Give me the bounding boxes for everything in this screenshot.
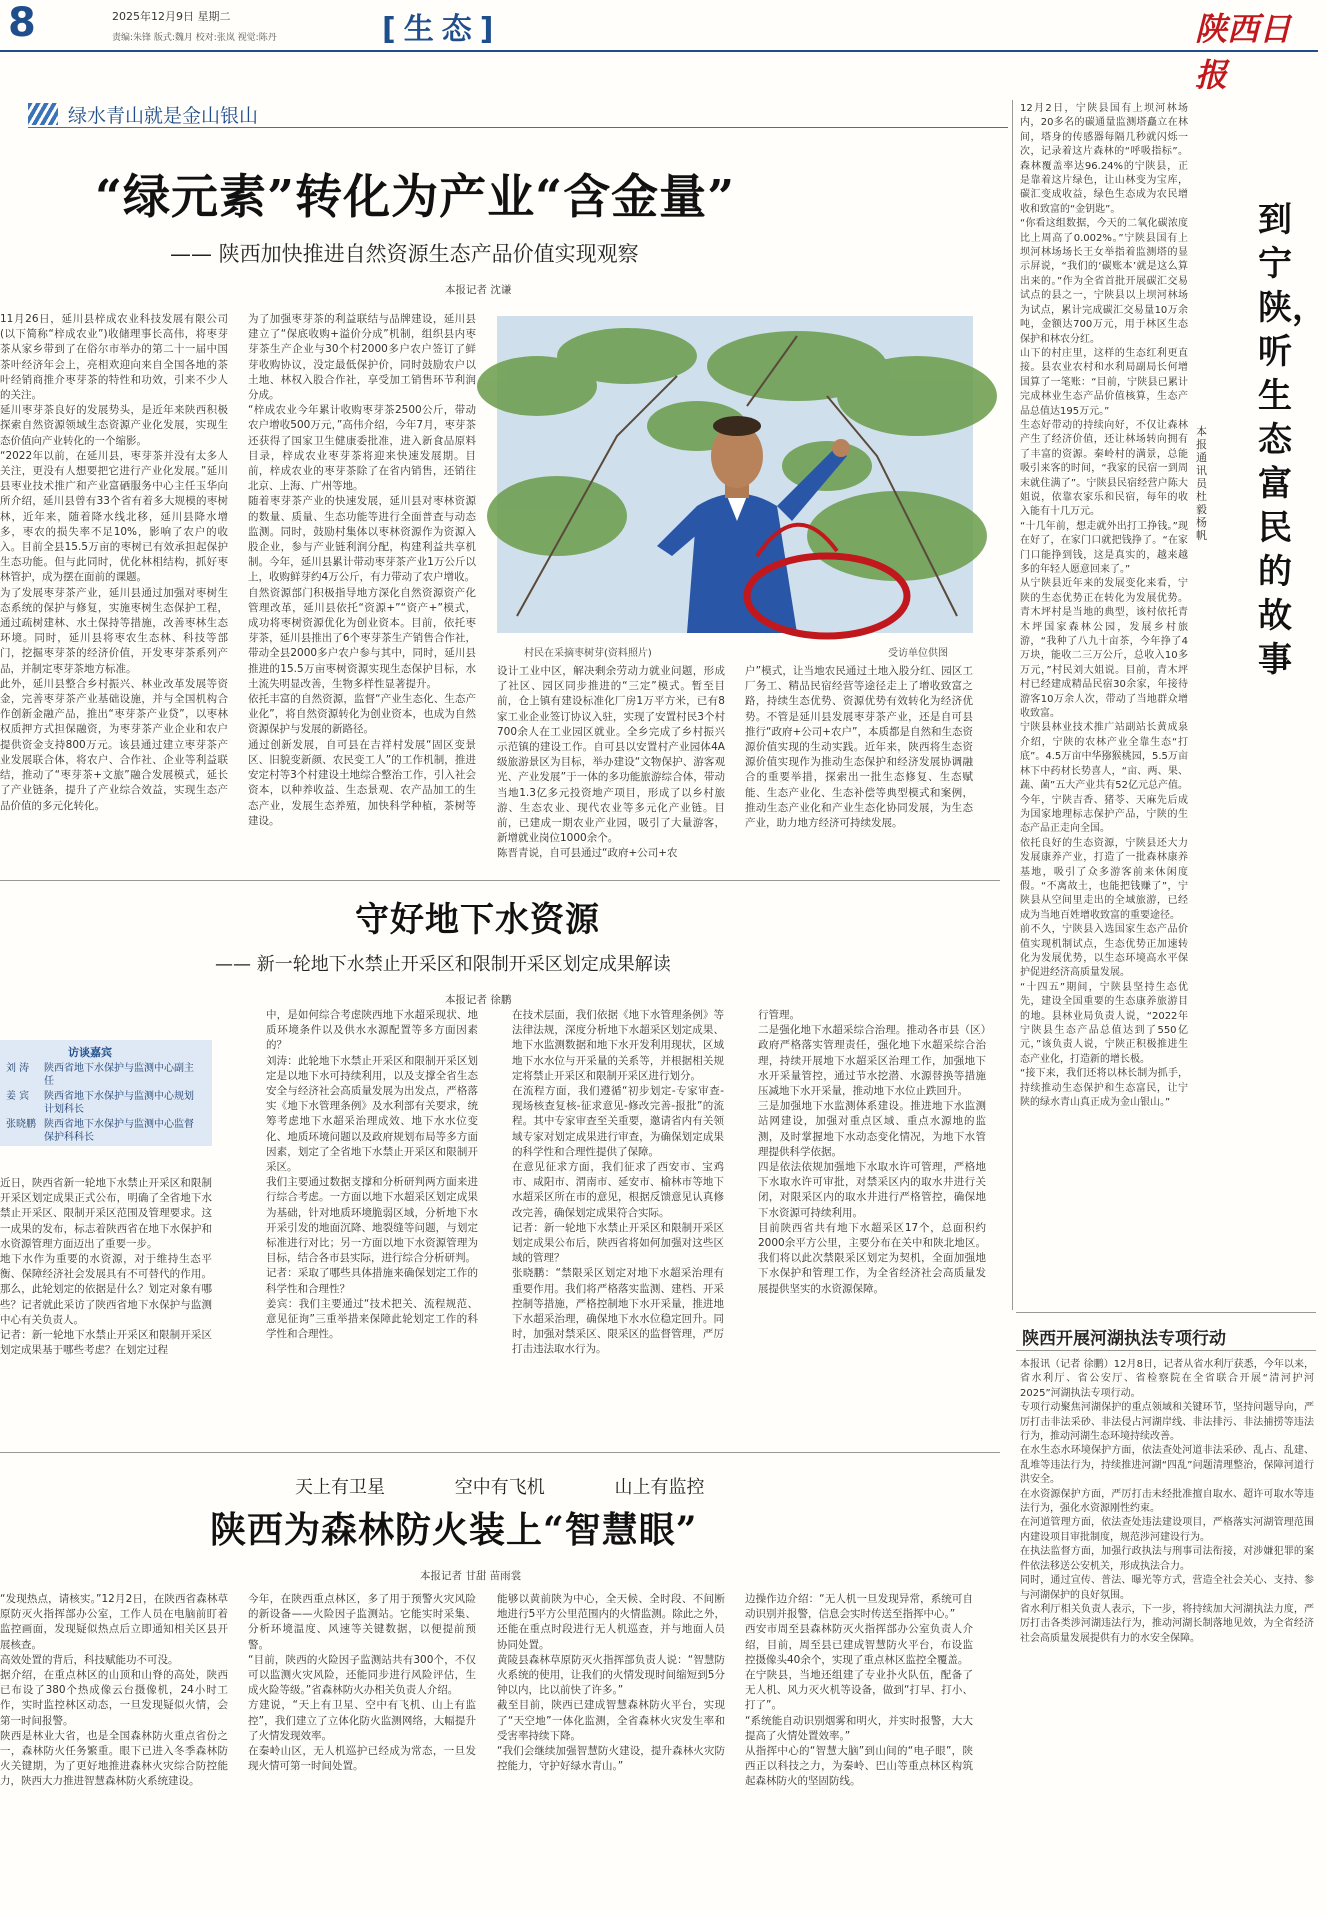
- sidebar-divider: [1012, 100, 1013, 1310]
- article2-title: 守好地下水资源: [355, 900, 600, 940]
- article3-col4: 边操作边介绍：“无人机一旦发现异常，系统可自动识别并报警，信息会实时传送至指挥中心。” 西安市周至县森林防灭火指挥部办公室负责人介绍，目前，周至县已建成智慧防火平台，布设监控摄像头40余个，实现了重点林区监控全覆盖。 在宁陕县，当地还组建了专业扑火队伍，配备了无人机、风力灭火机等设备，做到“打早、打小、打了”。 “系统能自动识别烟雾和明火，并实时报警，大大提高了火情处置效率。” 从指挥中心的“智慧大脑”到山间的“电子眼”，陕西正以科技之力，为秦岭、巴山等重点林区构筑起森林防火的坚固防线。: [745, 1593, 973, 1788]
- slogan-part: 山上有监控: [614, 1477, 705, 1498]
- article3-title: 陕西为森林防火装上“智慧眼”: [210, 1509, 698, 1551]
- article2-col4: 行管理。 二是强化地下水超采综合治理。推动各市县（区）政府严格落实管理责任，强化地下水超采综合治理，持续开展地下水超采区治理工作，加强地下水开采量管控，通过节水挖潜、水源替换等措施压减地下水开采量，推动地下水位止跌回升。 三是加强地下水监测体系建设。推进地下水监测站网建设，加强对重点区域、重点水源地的监测，及时掌握地下水动态变化情况，为地下水管理提供科学依据。 四是依法依规加强地下水取水许可管理，严格地下水取水许可审批，对禁采区内的取水井进行关闭，对限采区内的取水井进行严格管控，确保地下水资源可持续利用。 目前陕西省共有地下水超采区17个，总面积约2000余平方公里，主要分布在关中和陕北地区。我们将以此次禁限采区划定为契机，全面加强地下水保护和管理工作，为全省经济社会高质量发展提供坚实的水资源保障。: [758, 1009, 986, 1295]
- sidebar-author: 本报通讯员 杜毅 杨帆: [1196, 425, 1207, 542]
- article1-col2: 为了加强枣芽茶的利益联结与品牌建设，延川县建立了“保底收购+溢价分成”机制，组织县内枣芽茶生产企业与30个村2000多户农户签订了鲜芽收购协议，没定最低保护价，同时鼓励农户以土地、林权入股合作社，享受加工销售环节利润分成。 “梓成农业今年累计收购枣芽茶2500公斤，带动农户增收500万元，”高伟介绍，今年7月，枣芽茶还获得了国家卫生健康委批准，进入新食品原料目录，梓成农业枣芽茶将迎来快速发展期。目前，梓成农业的枣芽茶除了在省内销售，还销往北京、上海、广州等地。 随着枣芽茶产业的快速发展，延川县对枣林资源的数量、质量、生态功能等进行全面普查与动态监测。同时，鼓励村集体以枣林资源作为资源入股企业，参与产业链利润分配，构建利益共享机制。今年，延川县累计带动枣芽茶产业1万公斤以上，收购鲜芽约4万公斤，有力带动了农户增收。 自然资源部门积极指导地方深化自然资源资产化管理改革，延川县依托“资源+”“资产+”模式，成功将枣树资源优化为创业资本。目前，依托枣芽茶，延川县推出了6个枣芽茶生产销售合作社，带动全县2000多户农户参与其中，同时，延川县推进的15.5万亩枣树资源实现生态保护目标，水土流失明显改善，生物多样性显著提升。 依托丰富的自然资源，监督“产业生态化、生态产业化”，将自然资源转化为创业资本，也成为自然资源保护与发展的新路径。 通过创新发展，自可县在吉祥村发展“固区变景区、旧貌变新颜、农民变工人”的工作机制，推进安定村等3个村建设土地综合整治工作，引入社会资本，以种养收益、生态景观、农产品加工的生态产业，发展生态养殖，加快科学种植，茶树等建设。: [248, 313, 476, 827]
- kicker-bar: [28, 100, 1008, 128]
- photo-caption: 村民在采摘枣树芽(资料照片): [524, 648, 652, 659]
- page-number: 8: [8, 0, 36, 46]
- guest-row: [6, 1062, 202, 1088]
- article1-col1: 11月26日，延川县梓成农业科技发展有限公司(以下简称“梓成农业”)收储理事长高伟，将枣芽茶从家乡带到了在俗尔市举办的第二十一届中国茶叶经济年会上，亮相欢迎向来自全国各地的茶叶经销商推介枣芽茶的特性和功效，引来不少人的关注。 延川枣芽茶良好的发展势头，是近年来陕西积极探索自然资源领域生态资源产业化发展，实现生态价值向产业转化的一个缩影。 “2022年以前，在延川县，枣芽茶并没有太多人关注，更没有人想要把它进行产业化发展。”延川县枣业技术推广和产业富硒服务中心主任玉华向所介绍，延川县曾有33个省有着多大规模的枣树林，近年来，随着降水线北移，延川县降水增多，枣农的损失率不足10%，影响了农户的收入。目前全县15.5万亩的枣树已有效承担起保护生态功能。但与此同时，优化林相结构，抓好枣林管护，成为摆在面前的课题。 为了发展枣芽茶产业，延川县通过加强对枣树生态系统的保护与修复，实施枣树生态保护工程，通过疏树建林、水土保持等措施，改善枣林生态环境。同时，延川县将枣农生态林、科技等部门，挖掘枣芽茶的经济价值，开发枣芽茶系列产品，并制定枣芽茶地方标准。 此外，延川县整合乡村振兴、林业改革发展等资金，完善枣芽茶产业基础设施，并与全国机构合作创新金融产品，推出“枣芽茶产业贷”，以枣林权质押方式担保融资，为枣芽茶产业企业和农户提供资金支持800万元。该县通过建立枣芽茶产业发展联合体，将农户、合作社、企业等利益联结，推动了“枣芽茶+文旅”融合发展模式，延长了产业链条，提升了产业综合效益，实现生态产品价值的多元化转化。: [0, 313, 228, 812]
- article3-col2: 今年，在陕西重点林区，多了用于预警火灾风险的新设备——火险因子监测站。它能实时采集、分析环境温度、风速等关键数据，以便提前预警。 “目前，陕西的火险因子监测站共有300个，不仅可以监测火灾风险，还能同步进行风险评估，生成火险等级。”省森林防火办相关负责人介绍。 方建说，“天上有卫星、空中有飞机、山上有监控”，我们建立了立体化防火监测网络，大幅提升了火情发现效率。 在秦岭山区，无人机巡护已经成为常态，一旦发现火情可第一时间处置。: [248, 1593, 476, 1773]
- article2-byline: 本报记者 徐鹏: [445, 994, 512, 1006]
- slogan-part: 空中有飞机: [454, 1477, 545, 1498]
- guest-role: 陕西省地下水保护与监测中心规划计划科长: [44, 1091, 194, 1115]
- article1-byline: 本报记者 沈谦: [445, 284, 512, 296]
- guest-name: 刘 涛: [6, 1063, 30, 1074]
- divider-article4: [1016, 1312, 1316, 1313]
- guest-row: [6, 1090, 202, 1116]
- guest-role: 陕西省地下水保护与监测中心副主任: [44, 1063, 194, 1087]
- article1-col3b: 户”模式，让当地农民通过土地入股分红、园区工厂务工、精品民宿经营等途径走上了增收致富之路，持续生态优势、资源优势有效转化为经济优势。不管是延川县发展枣芽茶产业，还是自可县推行“政府+公司+农户”，本质都是自然和生态资源价值实现的生动实践。近年来，陕西将生态资源价值实现作为推动生态保护和经济发展协调融合的重要举措，探索出一批生态修复、生态赋能、生态产业化、生态补偿等典型模式和案例，推动生态产业化和产业生态化协同发展，为生态产业，助力地方经济可持续发展。: [745, 665, 973, 830]
- article3-col1: “发现热点，请核实。”12月2日，在陕西省森林草原防灭火指挥部办公室，工作人员在电脑前盯着监控画面，发现疑似热点后立即通知相关区县开展核查。 高效处置的背后，科技赋能功不可没。 据介绍，在重点林区的山顶和山脊的高处，陕西已布设了380个热成像云台摄像机，24小时工作，实时监控林区动态，一旦发现疑似火情，会第一时间报警。 陕西是林业大省，也是全国森林防火重点省份之一，森林防火任务繁重。眼下已进入冬季森林防火关键期，为了更好地推进森林火灾综合防控能力，陕西大力推进智慧森林防火系统建设。: [0, 1593, 228, 1788]
- photo-farmer-picking: [497, 316, 973, 633]
- paper-logo: 陕西日报: [1195, 10, 1292, 94]
- article2-subtitle: —— 新一轮地下水禁止开采区和限制开采区划定成果解读: [215, 954, 671, 975]
- sidebar-title: 到宁陕，听生态富民的故事: [1258, 200, 1326, 680]
- divider-article3: [0, 1452, 1000, 1453]
- guests-title: 访谈嘉宾: [68, 1046, 112, 1059]
- divider-article2: [0, 880, 1000, 881]
- article1-title: “绿元素”转化为产业“含金量”: [95, 170, 736, 225]
- article2-col2: 中，是如何综合考虑陕西地下水超采现状、地质环境条件以及供水水源配置等多方面因素的？ 刘涛：此轮地下水禁止开采区和限制开采区划定是以地下水可持续利用，以及支撑全省生态安全与经济社会高质量发展为出发点，严格落实《地下水管理条例》及水利部有关要求，统筹考虑地下水超采治理成效、地下水水位变化、地质环境问题以及政府规划布局等多方面因素，划定了全省地下水禁止开采区和限制开采区。 我们主要通过数据支撑和分析研判两方面来进行综合考虑。一方面以地下水超采区划定成果为基础，针对地质环境脆弱区域，分析地下水开采引发的地面沉降、地裂缝等问题，与划定标准进行对比；另一方面以地下水资源管理为目标，结合各市县实际，进行综合分析研判。 记者：采取了哪些具体措施来确保划定工作的科学性和合理性？ 姜宾：我们主要通过“技术把关、流程规范、意见征询”三重举措来保障此轮划定工作的科学性和合理性。: [266, 1009, 478, 1341]
- slogan-part: 天上有卫星: [295, 1477, 385, 1498]
- section-label: [生态]: [382, 12, 502, 47]
- guest-name: 姜 宾: [6, 1091, 30, 1102]
- article3-col3: 能够以黄前陕为中心，全天候、全时段、不间断地进行5平方公里范围内的火情监测。除此之外，还能在重点时段进行无人机巡查，并与地面人员协同处置。 黄陵县森林草原防灭火指挥部负责人说：“智慧防火系统的使用，让我们的火情发现时间缩短到5分钟以内，比以前快了许多。” 截至目前，陕西已建成智慧森林防火平台，实现了“天空地”一体化监测，全省森林火灾发生率和受害率持续下降。 “我们会继续加强智慧防火建设，提升森林火灾防控能力，守护好绿水青山。”: [497, 1593, 725, 1773]
- sidebar-text: 12月2日，宁陕县国有上坝河林场内，20多名的碳通量监测塔矗立在林间，塔身的传感器每隔几秒就闪烁一次，记录着这片森林的“呼吸指标”。森林覆盖率达96.24%的宁陕县，正是靠着这片绿色，让山林变为宝库，碳汇变成收益，绿色生态成为农民增收和致富的“金钥匙”。 “你看这组数据，今天的二氧化碳浓度比上周高了0.002%。”宁陕县国有上坝河林场场长王女举指着监测塔的显示屏说，“我们的‘碳账本’就是这么算出来的。”作为全省首批开展碳汇交易试点的县之一，宁陕县以上坝河林场为试点，累计完成碳汇交易量10万余吨，金额达700万元，用于林区生态保护和林农分红。 山下的村庄里，这样的生态红利更直接。县农业农村和水利局副局长何增国算了一笔账：“目前，宁陕县已累计完成林业生态产品价值核算，生态产品总值达195万元。” 生态好带动的持续向好，不仅让森林产生了经济价值，还让林场转向拥有了丰富的资源。秦岭村的满景，总能吸引来客的时间，“我家的民宿一到周末就住满了”。宁陕县民宿经营户陈大姐说，依靠农家乐和民宿，每年的收入能有十几万元。 “十几年前，想走就外出打工挣钱。”现在好了，在家门口就把钱挣了。“在家门口能挣到钱，这是真实的，越来越多的年轻人愿意回来了。” 从宁陕县近年来的发展变化来看，宁陕的生态优势正在转化为发展优势。青木坪村是当地的典型，该村依托青木坪国家森林公园，发展乡村旅游，“我种了八九十亩茶，今年挣了4万块，能收二三万公斤，总收入10多万元，”村民刘大姐说。目前，青木坪村已经建成精品民宿30余家，年接待游客10万余人次，带动了当地群众增收致富。 宁陕县林业技术推广站副站长黄成泉介绍，宁陕的农林产业全靠生态“打底”。4.5万亩中华猕猴桃园，5.5万亩林下中药材长势喜人，“亩、两、果、蔬、菌”五大产业共有52亿元总产值。今年，宁陕吉香、猪苓、天麻先后成为国家地理标志保护产品，宁陕的生态产品正走向全国。 依托良好的生态资源，宁陕县还大力发展康养产业，打造了一批森林康养基地，吸引了众多游客前来休闲度假。“不离故土，也能把钱赚了”，宁陕县从空间里走出的全域旅游，已经成为当地百姓增收致富的重要途径。 前不久，宁陕县入选国家生态产品价值实现机制试点，生态优势正加速转化为发展优势，以生态环境高水平保护促进经济高质量发展。 “十四五”期间，宁陕县坚持生态优先，建设全国重要的生态康养旅游目的地。县林业局负责人说，“2022年宁陕县生态产品总值达到了550亿元，”该负责人说，宁陕正积极推进生态产业化，打造新的增长极。 “接下来，我们还将以林长制为抓手，持续推动生态保护和生态富民，让宁陕的绿水青山真正成为金山银山。”: [1020, 103, 1188, 1109]
- article4-title: 陕西开展河湖执法专项行动: [1022, 1329, 1226, 1349]
- date-line: 2025年12月9日 星期二: [112, 10, 231, 23]
- article2-col3: 在技术层面，我们依据《地下水管理条例》等法律法规，深度分析地下水超采区划定成果、地下水监测数据和地下水开发利用现状，区域地下水水位与开采量的关系等，并根据相关规定将禁止开采区和限制开采区进行划分。 在流程方面，我们遵循“初步划定-专家审查-现场核查复核-征求意见-修改完善-报批”的流程。其中专家审查至关重要，邀请省内有关领域专家对划定成果进行审查，为确保划定成果的科学性和合理性提供了保障。 在意见征求方面，我们征求了西安市、宝鸡市、咸阳市、渭南市、延安市、榆林市等地下水超采区所在市的意见，根据反馈意见认真修改完善，确保划定成果符合实际。 记者：新一轮地下水禁止开采区和限制开采区划定成果公布后，陕西省将如何加强对这些区域的管理？ 张晓鹏：“禁限采区划定对地下水超采治理有重要作用。我们将严格落实监测、建档、开采控制等措施，严格控制地下水开采量，推进地下水超采治理，确保地下水水位稳定回升。同时，加强对禁采区、限采区的监督管理，严厉打击违法取水行为。: [512, 1009, 724, 1356]
- article1-subtitle: —— 陕西加快推进自然资源生态产品价值实现观察: [170, 242, 639, 266]
- kicker-stripe-icon: [28, 103, 58, 125]
- photo-credit: 受访单位供图: [888, 648, 948, 659]
- divider-article4-title: [1016, 1350, 1316, 1351]
- article4-text: 本报讯（记者 徐鹏）12月8日，记者从省水利厅获悉，今年以来，省水利厅、省公安厅、省检察院在全省联合开展“清河护河2025”河湖执法专项行动。 专项行动聚焦河湖保护的重点领域和关键环节，坚持问题导向，严厉打击非法采砂、非法侵占河湖岸线、非法排污、非法捕捞等违法行为，推动河湖生态环境持续改善。 在水生态水环境保护方面，依法查处河道非法采砂、乱占、乱建、乱堆等违法行为，持续推进河湖“四乱”问题清理整治，保障河道行洪安全。 在水资源保护方面，严厉打击未经批准擅自取水、超许可取水等违法行为，强化水资源刚性约束。 在河道管理方面，依法查处违法建设项目，严格落实河湖管理范围内建设项目审批制度，规范涉河建设行为。 在执法监督方面，加强行政执法与刑事司法衔接，对涉嫌犯罪的案件依法移送公安机关，形成执法合力。 同时，通过宣传、普法、曝光等方式，营造全社会关心、支持、参与河湖保护的良好氛围。 省水利厅相关负责人表示，下一步，将持续加大河湖执法力度，严厉打击各类涉河湖违法行为，推动河湖长制落地见效，为全省经济社会高质量发展提供有力的水安全保障。: [1020, 1359, 1314, 1644]
- staff-line: 责编:朱锋 版式:魏月 校对:张岚 视觉:陈丹: [112, 33, 277, 43]
- kicker-text: 绿水青山就是金山银山: [68, 105, 259, 127]
- guest-name: 张晓鹏: [6, 1119, 36, 1130]
- guest-role: 陕西省地下水保护与监测中心监督保护科科长: [44, 1119, 194, 1143]
- article3-slogan: [295, 1473, 740, 1499]
- article1-col3a: 设计工业中区，解决剩余劳动力就业问题，形成了社区、园区同步推进的“三定”模式。暂至目前，仓上镇有建设标准化厂房1万平方米，已有8家工业企业签订协议入驻，实现了安置村民3个村700余人在工业园区就业。全乡完成了乡村振兴示范镇的建设工作。自可县以安置村产业园体4A级旅游景区为目标，举办建设“文物保护、游客观光、产业发展”于一体的多功能旅游综合体，带动当地1.3亿多元投资地产项目，形成了以乡村旅游、生态农业、现代农业等多元化产业链。目前，已建成一期农业产业园，吸引了大量游客，新增就业岗位1000余个。 陈晋青说，自可县通过“政府+公司+农: [497, 665, 725, 860]
- photo-illustration: [497, 316, 973, 633]
- page-header: [0, 0, 1318, 94]
- article2-col1: 近日，陕西省新一轮地下水禁止开采区和限制开采区划定成果正式公布，明确了全省地下水禁止开采区、限制开采区范围及管理要求。这一成果的发布，标志着陕西省在地下水保护和水资源管理方面迈出了重要一步。 地下水作为重要的水资源，对于维持生态平衡、保障经济社会发展具有不可替代的作用。那么，此轮划定的依据是什么？划定对象有哪些？记者就此采访了陕西省地下水保护与监测中心有关负责人。 记者：新一轮地下水禁止开采区和限制开采区划定成果基于哪些考虑？在划定过程: [0, 1177, 212, 1357]
- article3-byline: 本报记者 甘甜 苗雨裳: [420, 1570, 522, 1582]
- guests-box: [0, 1040, 212, 1146]
- guest-row: [6, 1118, 202, 1144]
